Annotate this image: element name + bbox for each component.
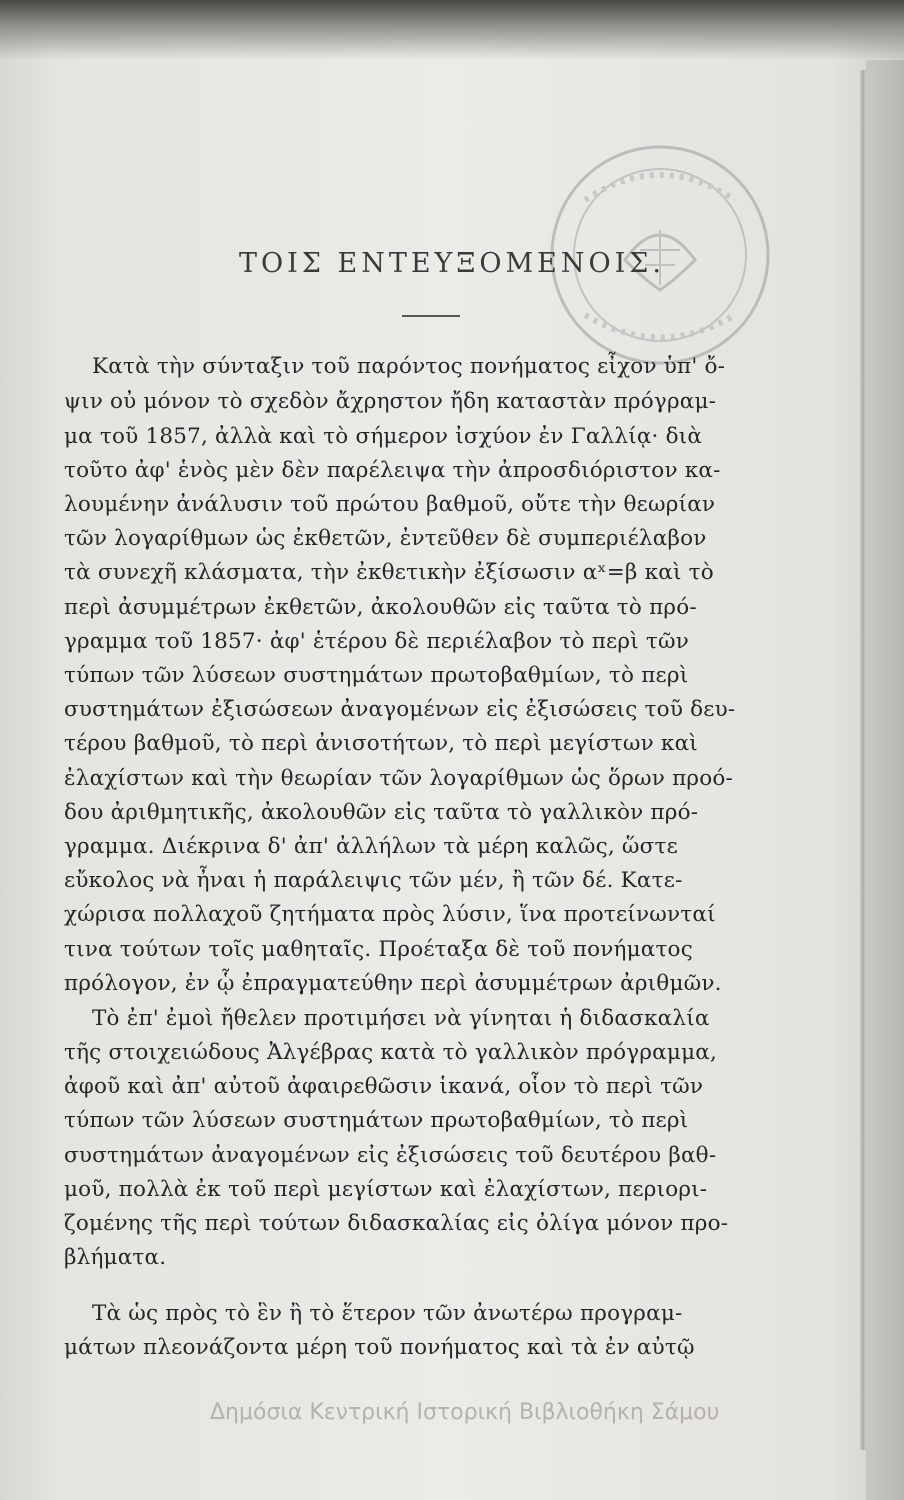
text-line: συστημάτων ἀναγομένων εἰς ἐξισώσεις τοῦ δευτέρου βαθ- [64, 1143, 717, 1168]
text-line: ἐλαχίστων καὶ τὴν θεωρίαν τῶν λογαρίθμων ὡς ὅρων προό- [64, 766, 733, 791]
text-line: τινα τούτων τοῖς μαθηταῖς. Προέταξα δὲ τοῦ πονήματος [64, 937, 693, 962]
text-line: Κατὰ τὴν σύνταξιν τοῦ παρόντος πονήματος εἶχον ὑπ' ὄ- [92, 354, 726, 379]
text-line: τύπων τῶν λύσεων συστημάτων πρωτοβαθμίων, τὸ περὶ [64, 1108, 689, 1133]
library-watermark: Δημόσια Κεντρική Ιστορική Βιβλιοθήκη Σάμου [210, 1400, 720, 1425]
text-line: περὶ ἀσυμμέτρων ἐκθετῶν, ἀκολουθῶν εἰς ταῦτα τὸ πρό- [64, 595, 697, 620]
text-line: τῆς στοιχειώδους Ἀλγέβρας κατὰ τὸ γαλλικὸν πρόγραμμα, [64, 1040, 717, 1065]
text-line: ζομένης τῆς περὶ τούτων διδασκαλίας εἰς ὀλίγα μόνον προ- [64, 1211, 729, 1236]
text-line: εὔκολος νὰ ἦναι ἡ παράλειψις τῶν μέν, ἢ τῶν δέ. Κατε- [64, 868, 683, 893]
text-line: Τὰ ὡς πρὸς τὸ ἓν ἢ τὸ ἕτερον τῶν ἀνωτέρω προγραμ- [92, 1301, 683, 1326]
text-line: δου ἀριθμητικῆς, ἀκολουθῶν εἰς ταῦτα τὸ γαλλικὸν πρό- [64, 800, 699, 825]
text-line: τῶν λογαρίθμων ὡς ἐκθετῶν, ἐντεῦθεν δὲ συμπεριέλαβον [64, 526, 707, 551]
text-line: συστημάτων ἐξισώσεων ἀναγομένων εἰς ἐξισώσεις τοῦ δευ- [64, 697, 736, 722]
text-line: τύπων τῶν λύσεων συστημάτων πρωτοβαθμίων, τὸ περὶ [64, 663, 689, 688]
text-line: χώρισα πολλαχοῦ ζητήματα πρὸς λύσιν, ἵνα προτείνωνταί [64, 902, 716, 927]
text-line: λουμένην ἀνάλυσιν τοῦ πρώτου βαθμοῦ, οὔτε τὴν θεωρίαν [64, 492, 716, 517]
text-line: γραμμα τοῦ 1857· ἀφ' ἑτέρου δὲ περιέλαβον τὸ περὶ τῶν [64, 629, 689, 654]
text-line: πρόλογον, ἐν ᾧ ἐπραγματεύθην περὶ ἀσυμμέτρων ἀριθμῶν. [64, 971, 722, 996]
text-line: μοῦ, πολλὰ ἐκ τοῦ περὶ μεγίστων καὶ ἐλαχίστων, περιορι- [64, 1177, 708, 1202]
page-heading: ΤΟΙΣ ΕΝΤΕΥΞΟΜΕΝΟΙΣ. [239, 248, 665, 279]
text-line: τοῦτο ἀφ' ἑνὸς μὲν δὲν παρέλειψα τὴν ἀπροσδιόριστον κα- [64, 458, 721, 483]
text-line: μα τοῦ 1857, ἀλλὰ καὶ τὸ σήμερον ἰσχύον ἐν Γαλλίᾳ· διὰ [64, 424, 703, 449]
text-line: ἀφοῦ καὶ ἀπ' αὐτοῦ ἀφαιρεθῶσιν ἱκανά, οἷον τὸ περὶ τῶν [64, 1074, 704, 1099]
text-line: τέρου βαθμοῦ, τὸ περὶ ἀνισοτήτων, τὸ περὶ μεγίστων καὶ [64, 731, 698, 756]
text-line: ψιν οὐ μόνον τὸ σχεδὸν ἄχρηστον ἤδη καταστὰν πρόγραμ- [64, 389, 717, 414]
text-line: γραμμα. Διέκρινα δ' ἀπ' ἀλλήλων τὰ μέρη καλῶς, ὥστε [64, 834, 678, 859]
text-line: μάτων πλεονάζοντα μέρη τοῦ πονήματος καὶ τὰ ἐν αὐτῷ [64, 1335, 695, 1360]
text-line: τὰ συνεχῆ κλάσματα, τὴν ἐκθετικὴν ἐξίσωσιν αˣ=β καὶ τὸ [64, 560, 714, 585]
text-line: βλήματα. [64, 1245, 167, 1270]
text-line: Τὸ ἐπ' ἐμοὶ ἤθελεν προτιμήσει νὰ γίνηται ἡ διδασκαλία [92, 1006, 710, 1031]
